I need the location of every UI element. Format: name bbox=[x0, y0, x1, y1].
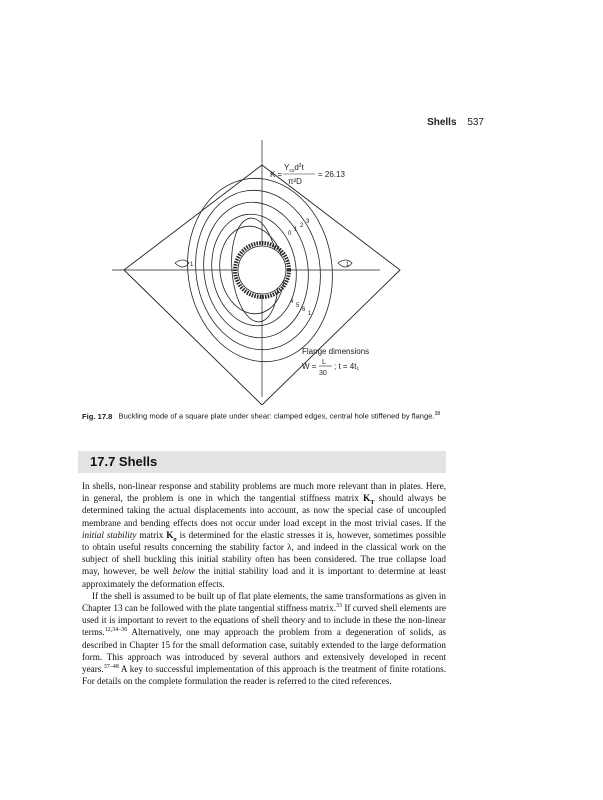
formula bbox=[270, 163, 345, 186]
section-heading-bar bbox=[78, 451, 446, 473]
axis-label-right: 1 bbox=[346, 262, 350, 268]
flange-dimensions bbox=[302, 347, 369, 377]
section-title: 17.7 Shells bbox=[90, 454, 158, 469]
formula-lhs: K = bbox=[270, 170, 283, 179]
flange-formula-num: L bbox=[322, 359, 326, 366]
contour-label: 3 bbox=[306, 219, 310, 225]
contour-label: 6 bbox=[302, 307, 306, 313]
flange-formula-den: 30 bbox=[319, 370, 327, 377]
caption-ref: 38 bbox=[434, 411, 441, 417]
figure-label: Fig. 17.8 bbox=[82, 411, 113, 421]
flange-formula-lhs: W = bbox=[302, 362, 317, 371]
central-hole bbox=[238, 246, 286, 294]
flange-title: Flange dimensions bbox=[302, 347, 370, 356]
paragraph-1: In shells, non-linear response and stability problems are much more relevant than in plates. Here, in general, the problem is one in which the tangential stiffness matrix $K_T$ should always be determined taking the actual displacements into account, as now the special case of uncoupled membrane and bending effects does not occur under load except in the most trivial cases. If the initial stability matrix $K_\sigma$ is determined for the elastic stresses it is, however, sometimes possible to obtain useful results concerning the stability factor λ, and indeed in the classical work on the subject of shell buckling this initial stability often has been considered. The true collapse load may, however, be well below the initial stability load and it is important to determine at least approximately the deformation effects. bbox=[82, 481, 447, 589]
contour-label: 0 bbox=[288, 231, 292, 237]
axis-label-left: 1 bbox=[190, 262, 194, 268]
body-text bbox=[82, 480, 446, 687]
contour-label: 4 bbox=[290, 299, 294, 305]
contour-label: 2 bbox=[300, 223, 304, 229]
flange-formula-rhs: ; t = 4t₁ bbox=[334, 362, 360, 371]
running-head bbox=[427, 117, 484, 128]
formula-numerator: $Y_{cs}d^2t$ bbox=[284, 163, 304, 174]
caption-text: Buckling mode of a square plate under shear: clamped edges, central hole stiffened by flange. bbox=[118, 411, 435, 421]
buckling-diagram bbox=[110, 135, 470, 405]
formula-rhs: = 26.13 bbox=[318, 170, 345, 179]
paragraph-2: If the shell is assumed to be built up of flat plate elements, the same transformations as given in Chapter 13 can be followed with the plate tangential stiffness matrix.$^{33}$ If curved shell elements are used it is important to revert to the equations of shell theory and to include in these the non-linear terms.$^{12,34-36}$ Alternatively, one may approach the problem from a degeneration of solids, as described in Chapter 15 for the small deformation case, suitably extended to the large deformation form. This approach was introduced by several authors and extensively developed in recent years.$^{37-48}$ A key to successful implementation of this approach is the treatment of finite rotations. For details on the complete formulation the reader is referred to the cited references. bbox=[82, 590, 446, 687]
running-head-section: Shells bbox=[427, 117, 457, 128]
contour-label: 1 bbox=[308, 311, 312, 317]
buckling-figure bbox=[110, 135, 470, 405]
contour-label: 5 bbox=[296, 303, 300, 309]
figure-caption bbox=[82, 411, 522, 421]
page-number: 537 bbox=[467, 117, 484, 128]
formula-denominator: π²D bbox=[288, 177, 302, 186]
contour-label: 1 bbox=[294, 227, 298, 233]
